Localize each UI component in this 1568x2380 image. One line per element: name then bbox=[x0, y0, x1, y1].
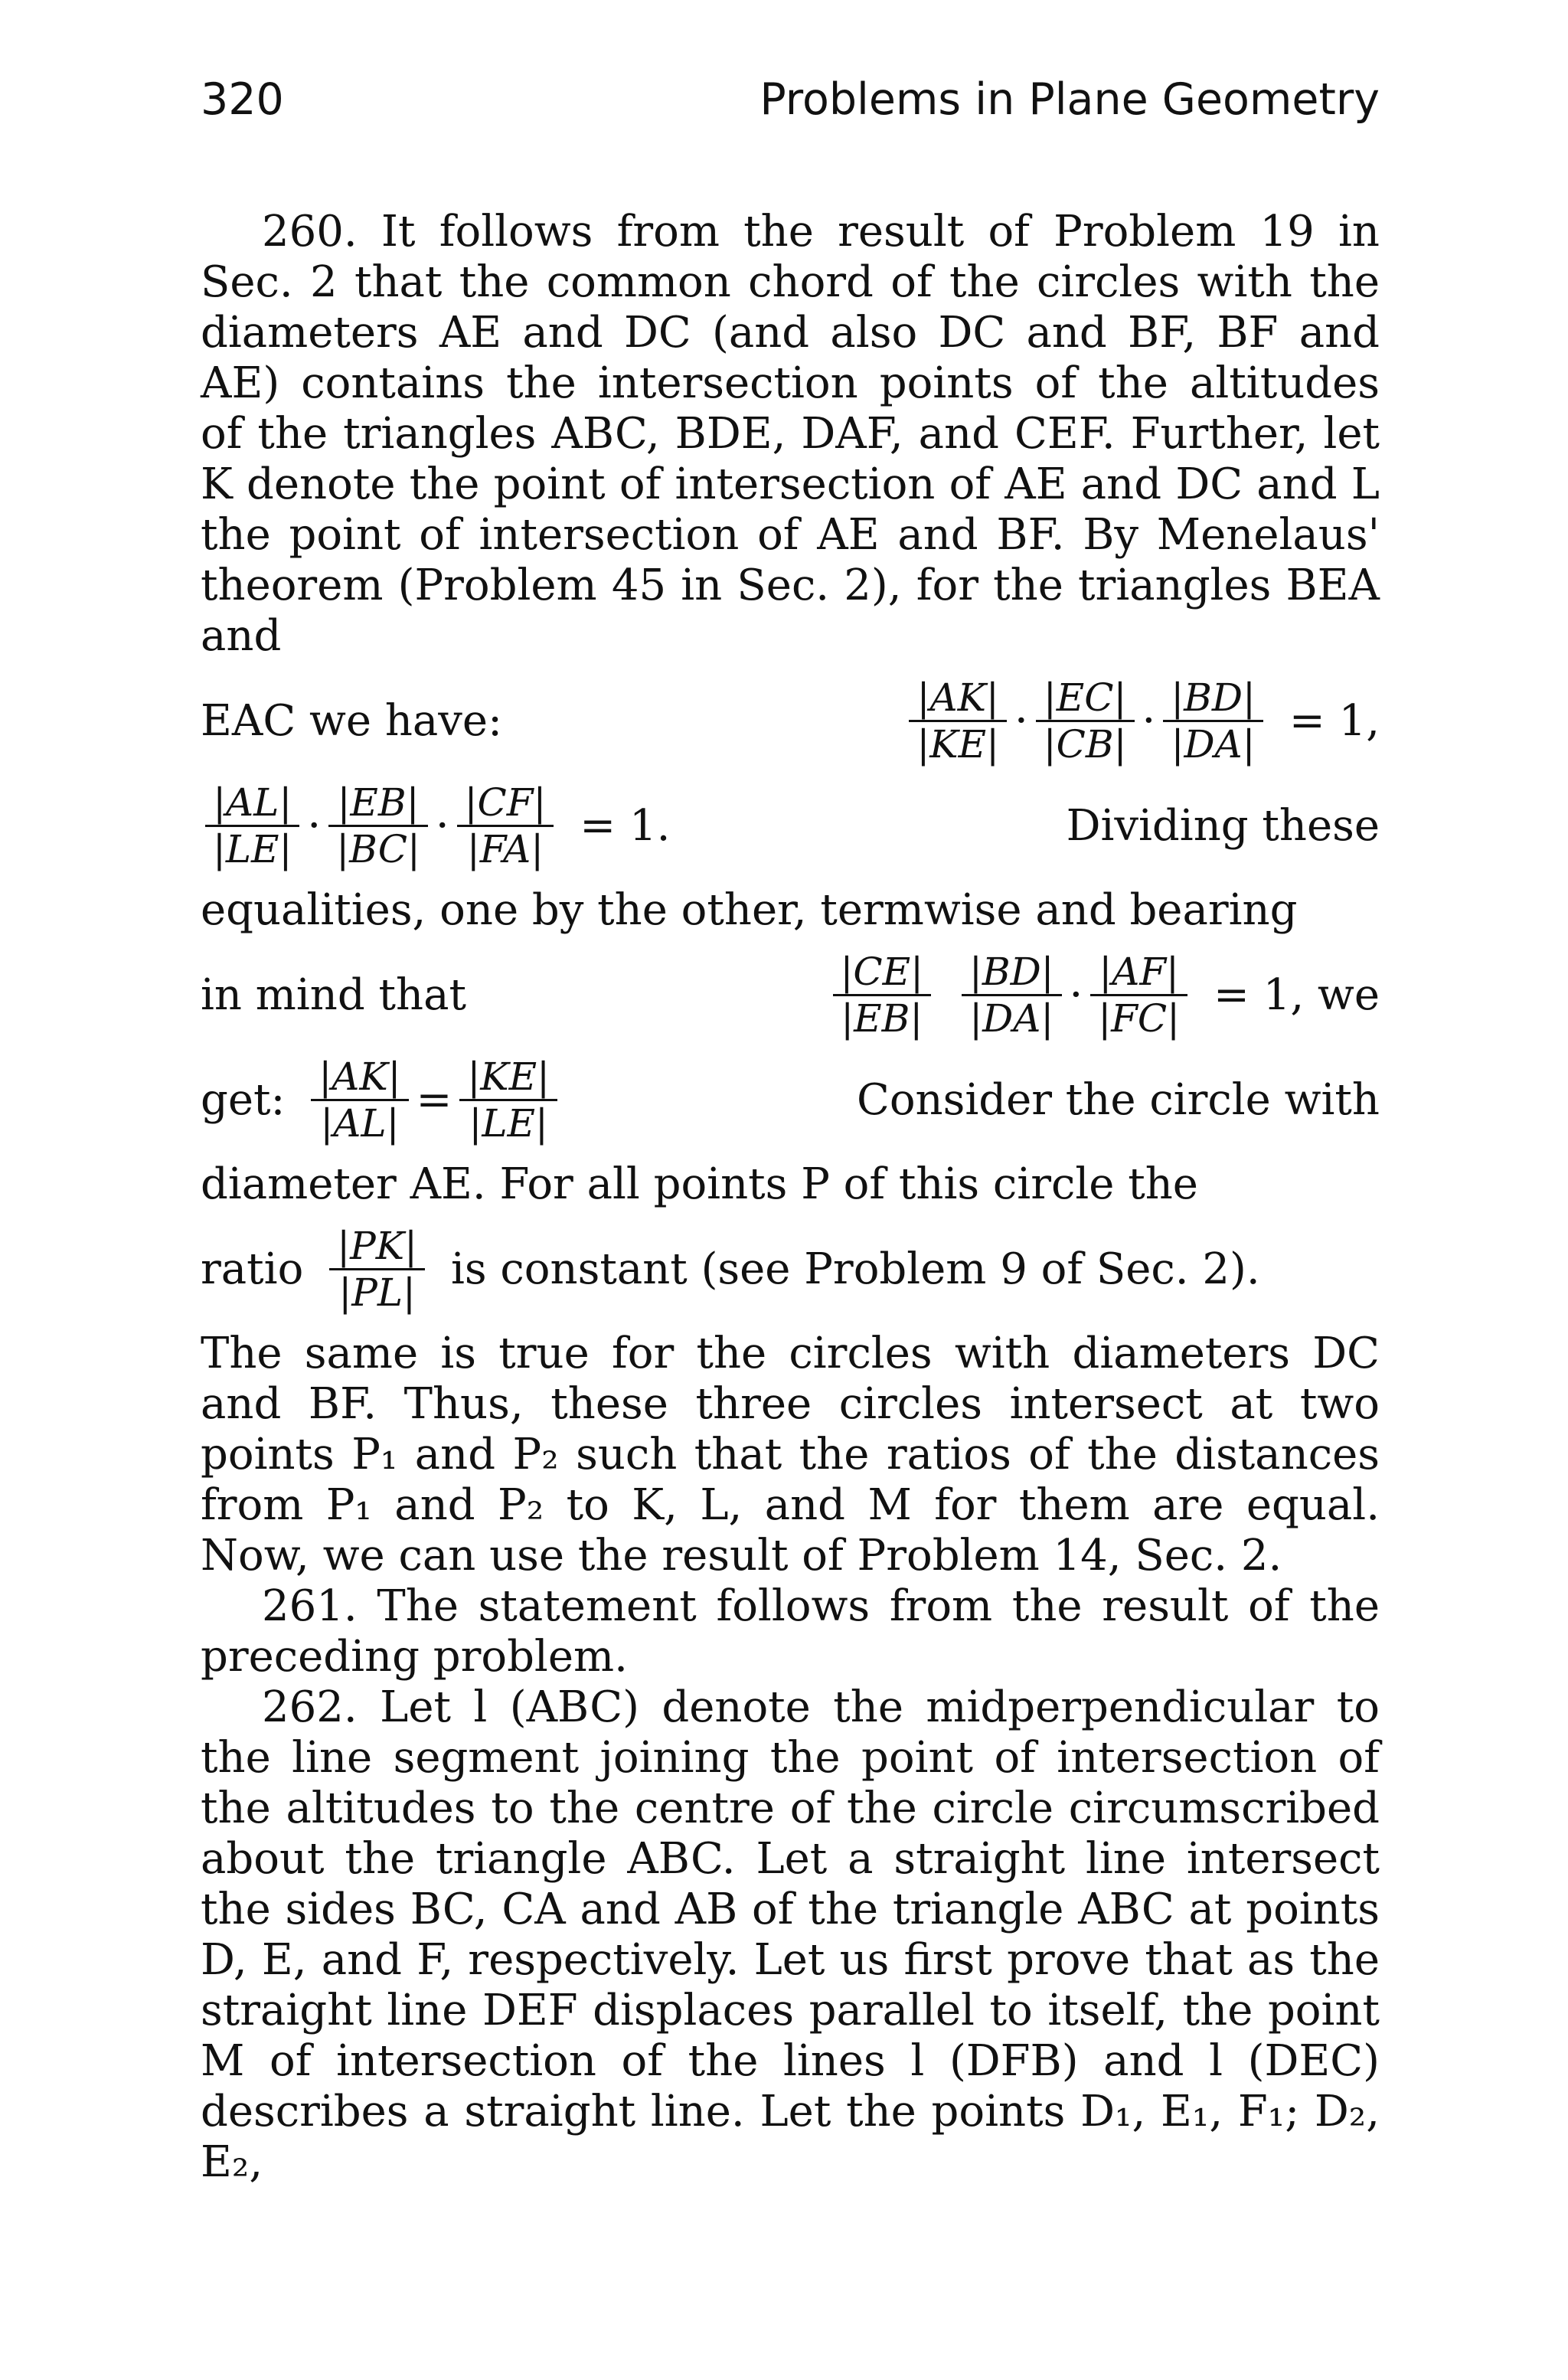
equation-4-prefix: get: bbox=[201, 1074, 286, 1125]
page-header bbox=[201, 61, 1380, 138]
equation-3-prefix: in mind that bbox=[201, 969, 466, 1020]
fraction-af-fc: $\frac{|AF|}{|FC|}$ bbox=[1090, 950, 1187, 1041]
equation-2-suffix: = 1. bbox=[580, 800, 671, 851]
equation-5-text: is constant (see Problem 9 of Sec. 2). bbox=[450, 1244, 1260, 1294]
equation-3: in mind that $\frac{|CE|}{|EB|}$ $\frac{|BD|}{|DA|}$ · $\frac{|AF|}{|FC|}$ = 1, we bbox=[201, 950, 1380, 1041]
page-number: 320 bbox=[201, 74, 284, 125]
continuation-text-2: diameter AE. For all points P of this circle the bbox=[201, 1159, 1198, 1209]
running-title: Problems in Plane Geometry bbox=[760, 74, 1380, 125]
fraction-bd-da-2: $\frac{|BD|}{|DA|}$ bbox=[962, 950, 1062, 1041]
equation-2-text: Dividing these bbox=[1066, 800, 1380, 851]
fraction-al-le: $\frac{|AL|}{|LE|}$ bbox=[205, 780, 299, 871]
fraction-pk-pl: $\frac{|PK|}{|PL|}$ bbox=[329, 1224, 425, 1315]
equals-sign: = bbox=[416, 1074, 452, 1125]
problem-262-text: 262. Let l (ABC) denote the midperpendicular to the line segment joining the point of intersection of the altitudes to the centre of the circle circumscribed about the triangle ABC. Let a straight line intersect the sides BC, CA and AB of the triangle ABC at points D, E, and F, respectively. Let us first prove that as the straight line DEF displaces parallel to itself, the point M of intersection of the lines l (DFB) and l (DEC) describes a straight line. Let the points D₁, E₁, F₁; D₂, E₂, bbox=[201, 1682, 1380, 2187]
fraction-ak-al: $\frac{|AK|}{|AL|}$ bbox=[311, 1054, 408, 1146]
equation-4 bbox=[201, 1054, 1380, 1146]
fraction-bd-da: $\frac{|BD|}{|DA|}$ bbox=[1163, 675, 1263, 767]
problem-260-text: 260. It follows from the result of Problem 19 in Sec. 2 that the common chord of the circles with the diameters AE and DC (and also DC and BF, BF and AE) contains the intersection points of the altitudes of the triangles ABC, BDE, DAF, and CEF. Further, let K denote the point of intersection of AE and DC and L the point of intersection of AE and BF. By Menelaus' theorem (Problem 45 in Sec. 2), for the triangles BEA and bbox=[201, 207, 1380, 661]
fraction-ak-ke: $\frac{|AK|}{|KE|}$ bbox=[909, 675, 1007, 767]
problem-261-text: 261. The statement follows from the result of the preceding problem. bbox=[201, 1581, 1380, 1682]
fraction-ke-le: $\frac{|KE|}{|LE|}$ bbox=[459, 1054, 557, 1146]
page-body bbox=[201, 207, 1380, 2188]
continuation-text-1: equalities, one by the other, termwise and bearing bbox=[201, 885, 1298, 935]
equation-1-suffix: = 1, bbox=[1289, 695, 1380, 746]
equation-3-suffix: = 1, we bbox=[1213, 969, 1380, 1020]
equation-4-text: Consider the circle with bbox=[856, 1074, 1380, 1125]
fraction-ce-eb: $\frac{|CE|}{|EB|}$ bbox=[833, 950, 931, 1041]
book-page bbox=[201, 61, 1380, 2188]
equation-2: $\frac{|AL|}{|LE|}$ · $\frac{|EB|}{|BC|}$ · $\frac{|CF|}{|FA|}$ = 1. Dividing these bbox=[201, 780, 1380, 871]
equation-1-prefix: EAC we have: bbox=[201, 695, 502, 746]
equation-5 bbox=[201, 1224, 1380, 1315]
problem-260-tail: The same is true for the circles with diameters DC and BF. Thus, these three circles intersect at two points P₁ and P₂ such that the ratios of the distances from P₁ and P₂ to K, L, and M for them are equal. Now, we can use the result of Problem 14, Sec. 2. bbox=[201, 1329, 1380, 1581]
equation-1: EAC we have: $\frac{|AK|}{|KE|}$ · $\frac{|EC|}{|CB|}$ · $\frac{|BD|}{|DA|}$ = 1, bbox=[201, 675, 1380, 767]
fraction-ec-cb: $\frac{|EC|}{|CB|}$ bbox=[1036, 675, 1135, 767]
equation-5-prefix: ratio bbox=[201, 1244, 304, 1294]
fraction-cf-fa: $\frac{|CF|}{|FA|}$ bbox=[457, 780, 554, 871]
fraction-eb-bc: $\frac{|EB|}{|BC|}$ bbox=[328, 780, 428, 871]
